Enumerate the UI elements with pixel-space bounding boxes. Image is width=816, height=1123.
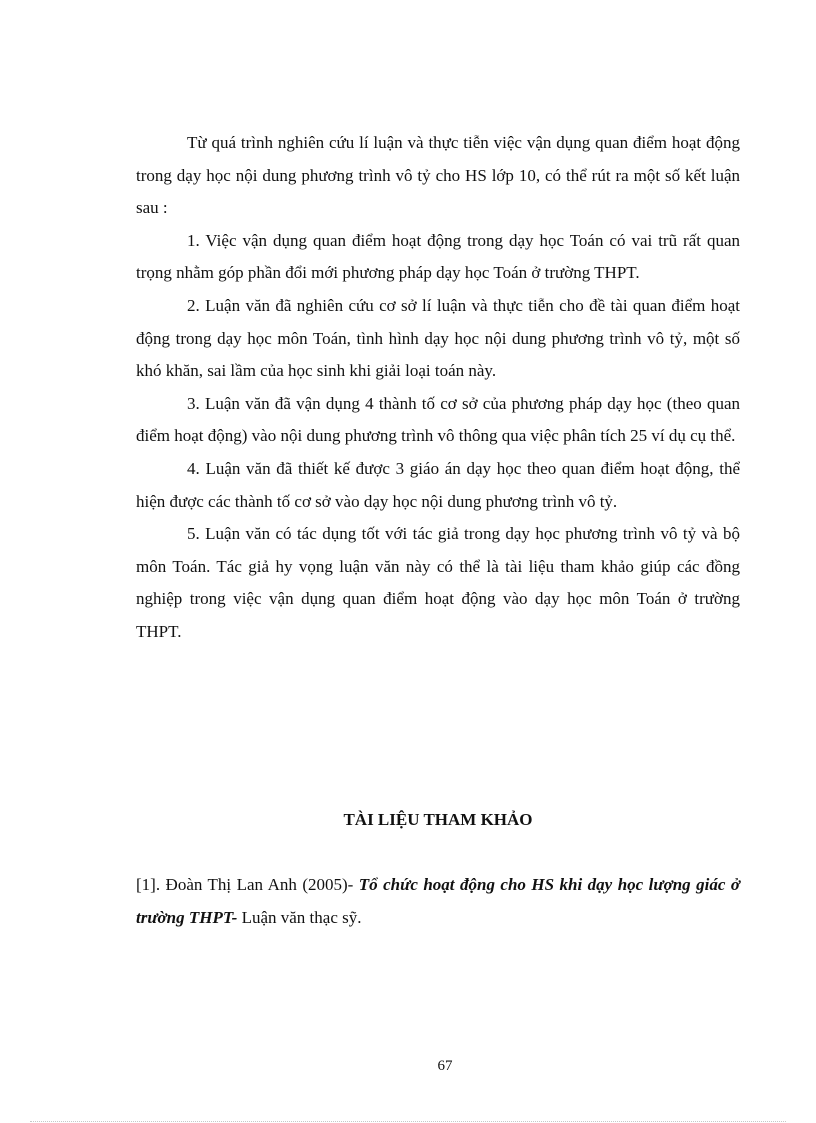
conclusion-item-1: 1. Việc vận dụng quan điểm hoạt động trong dạy học Toán có vai trũ rất quan trọng nhằm góp phần đổi mới phương pháp dạy học Toán ở trường THPT. xyxy=(136,230,740,283)
reference-entry xyxy=(136,869,740,934)
page-number: 67 xyxy=(437,1058,453,1074)
reference-author-year: [1]. Đoàn Thị Lan Anh (2005)- xyxy=(136,875,359,894)
conclusion-item-4: 4. Luận văn đã thiết kế được 3 giáo án dạy học theo quan điểm hoạt động, thể hiện được các thành tố cơ sở vào dạy học nội dung phương trình vô tỷ. xyxy=(136,458,740,511)
conclusion-item-3: 3. Luận văn đã vận dụng 4 thành tố cơ sở của phương pháp dạy học (theo quan điểm hoạt động) vào nội dung phương trình vô thông qua việc phân tích 25 ví dụ cụ thể. xyxy=(136,393,740,446)
conclusion-section xyxy=(136,127,740,649)
page-bottom-divider xyxy=(30,1121,786,1122)
references-list xyxy=(136,869,740,934)
conclusion-intro: Từ quá trình nghiên cứu lí luận và thực tiễn việc vận dụng quan điểm hoạt động trong dạy học nội dung phương trình vô tỷ cho HS lớp 10, có thể rút ra một số kết luận sau : xyxy=(136,133,740,218)
reference-type: Luận văn thạc sỹ. xyxy=(237,907,362,927)
references-heading: TÀI LIỆU THAM KHẢO xyxy=(343,810,533,829)
conclusion-item-2: 2. Luận văn đã nghiên cứu cơ sở lí luận và thực tiễn cho đề tài quan điểm hoạt động trong dạy học môn Toán, tình hình dạy học nội dung phương trình vô tỷ, một số khó khăn, sai lầm của học sinh khi giải loại toán này. xyxy=(136,295,740,381)
conclusion-item-5: 5. Luận văn có tác dụng tốt với tác giả trong dạy học phương trình vô tỷ và bộ môn Toán. Tác giả hy vọng luận văn này có thể là tài liệu tham khảo giúp các đồng nghiệp trong việc vận dụng quan điểm hoạt động vào dạy học môn Toán ở trường THPT. xyxy=(136,524,740,641)
reference-title: Tổ chức hoạt động cho HS khi dạy học lượng giác ở trường THPT- xyxy=(136,875,740,927)
